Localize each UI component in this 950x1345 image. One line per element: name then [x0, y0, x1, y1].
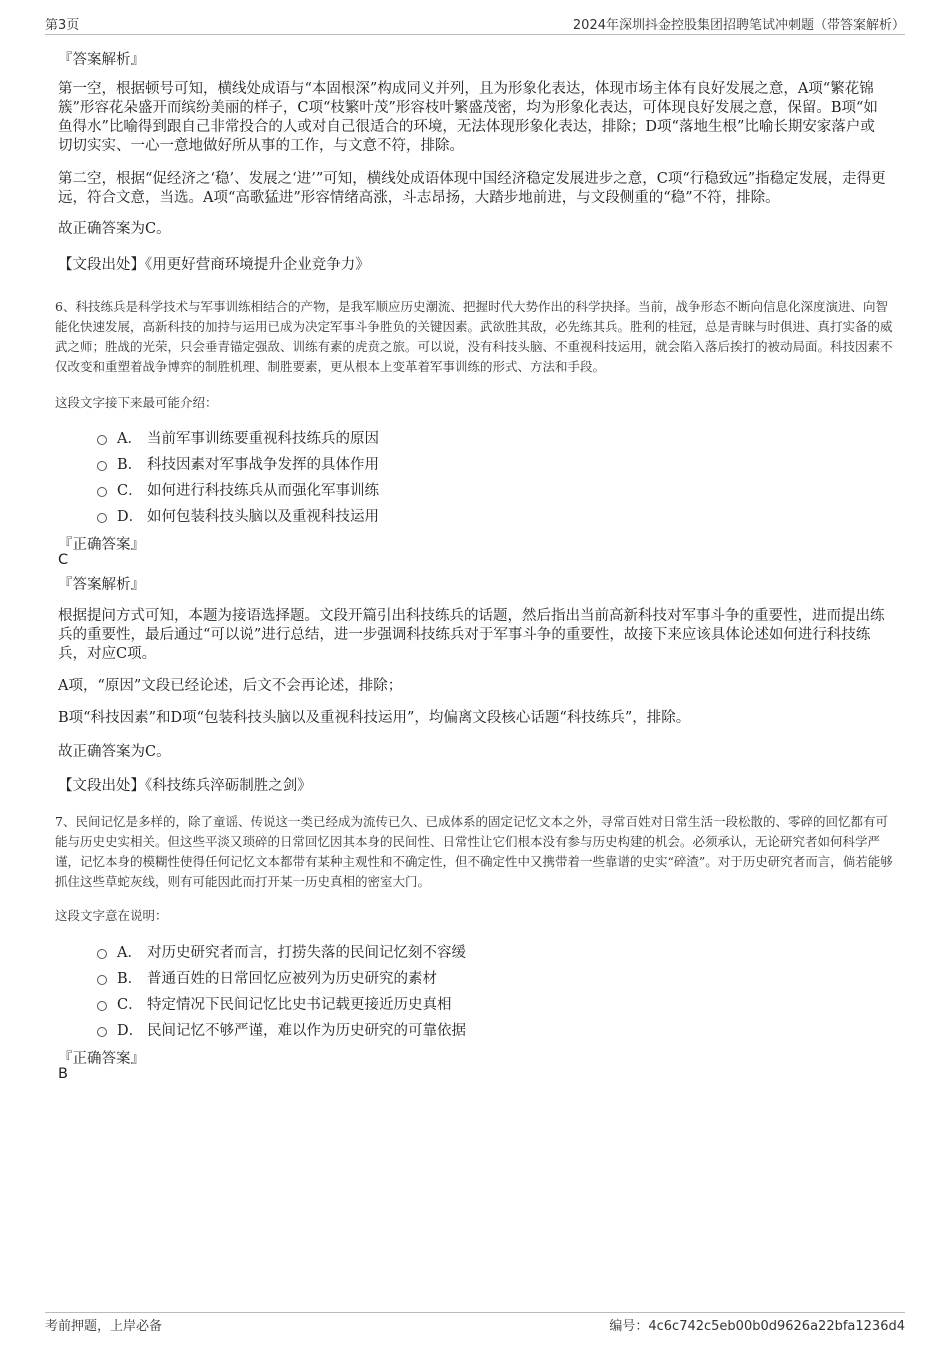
analysis-text: 第一空，根据顿号可知，横线处成语与“本固根深”构成同义并列，且为形象化表达，体现市场主体有良好发展之意，A项“繁花锦簇”形容花朵盛开而缤纷美丽的样子，C项“枝繁叶茂”形容枝叶繁盛茂密，均为形象化表达，可体现良好发展之意，保留。B项“如鱼得水”比喻得到跟自己非常投合的人或对自己很适合的环境，无法体现形象化表达，排除；D项“落地生根”比喻长期安家落户或切切实实、一心一意地做好所从事的工作，与文意不符，排除。: [58, 81, 878, 154]
option-letter: B．: [117, 971, 143, 987]
document-id: 编号：4c6c742c5eb00b0d9626a22bfa1236d4: [609, 1319, 905, 1334]
option-text: 特定情况下民间记忆比史书记载更接近历史真相: [147, 997, 452, 1013]
radio-icon[interactable]: [97, 975, 107, 985]
option-text: 如何进行科技练兵从而强化军事训练: [147, 483, 379, 499]
option-letter: C．: [117, 483, 143, 499]
analysis-text: B项“科技因素”和D项“包装科技头脑以及重视科技运用”，均偏离文段核心话题“科技练兵”，排除。: [58, 710, 691, 726]
conclusion: 故正确答案为C。: [58, 744, 171, 760]
option-letter: B．: [117, 457, 143, 473]
analysis-paragraph: [58, 80, 888, 156]
radio-icon[interactable]: [97, 1001, 107, 1011]
option-b[interactable]: [97, 967, 437, 988]
answer-label: 『正确答案』: [58, 1051, 145, 1067]
option-text: 普通百姓的日常回忆应被列为历史研究的素材: [147, 971, 437, 987]
source-citation: 【文段出处】《科技练兵淬砺制胜之剑》: [58, 778, 312, 794]
correct-answer: B: [58, 1066, 68, 1082]
footer-slogan: 考前押题，上岸必备: [45, 1319, 163, 1334]
radio-icon[interactable]: [97, 435, 107, 445]
page-number: 第3页: [45, 18, 80, 33]
option-a[interactable]: [97, 427, 379, 448]
option-a[interactable]: [97, 941, 466, 962]
option-letter: A．: [117, 945, 142, 961]
page-header: [45, 14, 905, 35]
option-d[interactable]: [97, 1019, 466, 1040]
analysis-text: A项，“原因”文段已经论述，后文不会再论述，排除；: [58, 678, 403, 694]
option-c[interactable]: [97, 479, 379, 500]
question-prompt: 这段文字接下来最可能介绍：: [55, 395, 218, 410]
option-text: 如何包装科技头脑以及重视科技运用: [147, 509, 379, 525]
option-letter: A．: [117, 431, 142, 447]
option-letter: D．: [117, 509, 144, 525]
radio-icon[interactable]: [97, 461, 107, 471]
option-letter: C．: [117, 997, 143, 1013]
option-text: 对历史研究者而言，打捞失落的民间记忆刻不容缓: [147, 945, 466, 961]
question-prompt: 这段文字意在说明：: [55, 908, 168, 923]
conclusion: 故正确答案为C。: [58, 221, 171, 237]
correct-answer: C: [58, 552, 69, 568]
radio-icon[interactable]: [97, 949, 107, 959]
question-text: 6、科技练兵是科学技术与军事训练相结合的产物，是我军顺应历史潮流、把握时代大势作出的科学抉择。当前，战争形态不断向信息化深度演进、向智能化快速发展，高新科技的加持与运用已成为决定军事斗争胜负的关键因素。武欲胜其敌，必先练其兵。胜利的桂冠，总是青睐与时俱进、真打实备的威武之师；胜战的光荣，只会垂青锚定强敌、训练有素的虎贲之旅。可以说，没有科技头脑、不重视科技运用，就会陷入落后挨打的被动局面。科技因素不仅改变和重塑着战争博弈的制胜机理、制胜要素，更从根本上变革着军事训练的形式、方法和手段。: [55, 299, 893, 374]
option-c[interactable]: [97, 993, 452, 1014]
radio-icon[interactable]: [97, 1027, 107, 1037]
option-b[interactable]: [97, 453, 379, 474]
question-text: 7、民间记忆是多样的，除了童谣、传说这一类已经成为流传已久、已成体系的固定记忆文本之外，寻常百姓对日常生活一段松散的、零碎的回忆都有可能与历史史实相关。但这些平淡又琐碎的日常回忆因其本身的民间性、日常性让它们根本没有参与历史构建的机会。必须承认，无论研究者如何科学严谨，记忆本身的模糊性使得任何记忆文本都带有某种主观性和不确定性，但不确定性中又携带着一些靠谱的史实“碎渣”。对于历史研究者而言，倘若能够抓住这些草蛇灰线，则有可能因此而打开某一历史真相的密室大门。: [55, 814, 893, 889]
analysis-label: 『答案解析』: [58, 52, 145, 68]
page-footer: [45, 1312, 905, 1335]
answer-label: 『正确答案』: [58, 537, 145, 553]
option-d[interactable]: [97, 505, 379, 526]
analysis-text: 根据提问方式可知，本题为接语选择题。文段开篇引出科技练兵的话题，然后指出当前高新科技对军事斗争的重要性，进而提出练兵的重要性，最后通过“可以说”进行总结，进一步强调科技练兵对于军事斗争的重要性，故接下来应该具体论述如何进行科技练兵，对应C项。: [58, 608, 885, 662]
document-title: 2024年深圳抖金控股集团招聘笔试冲刺题（带答案解析）: [572, 18, 905, 33]
analysis-label: 『答案解析』: [58, 577, 145, 593]
option-text: 当前军事训练要重视科技练兵的原因: [147, 431, 379, 447]
option-text: 科技因素对军事战争发挥的具体作用: [147, 457, 379, 473]
radio-icon[interactable]: [97, 487, 107, 497]
option-text: 民间记忆不够严谨，难以作为历史研究的可靠依据: [147, 1023, 466, 1039]
radio-icon[interactable]: [97, 513, 107, 523]
analysis-paragraph: [58, 170, 888, 208]
source-citation: 【文段出处】《用更好营商环境提升企业竞争力》: [58, 257, 370, 273]
analysis-text: 第二空，根据“促经济之‘稳’、发展之‘进’”可知，横线处成语体现中国经济稳定发展进步之意，C项“行稳致远”指稳定发展，走得更远，符合文意，当选。A项“高歌猛进”形容情绪高涨，斗志昂扬，大踏步地前进，与文段侧重的“稳”不符，排除。: [58, 171, 886, 206]
option-letter: D．: [117, 1023, 144, 1039]
